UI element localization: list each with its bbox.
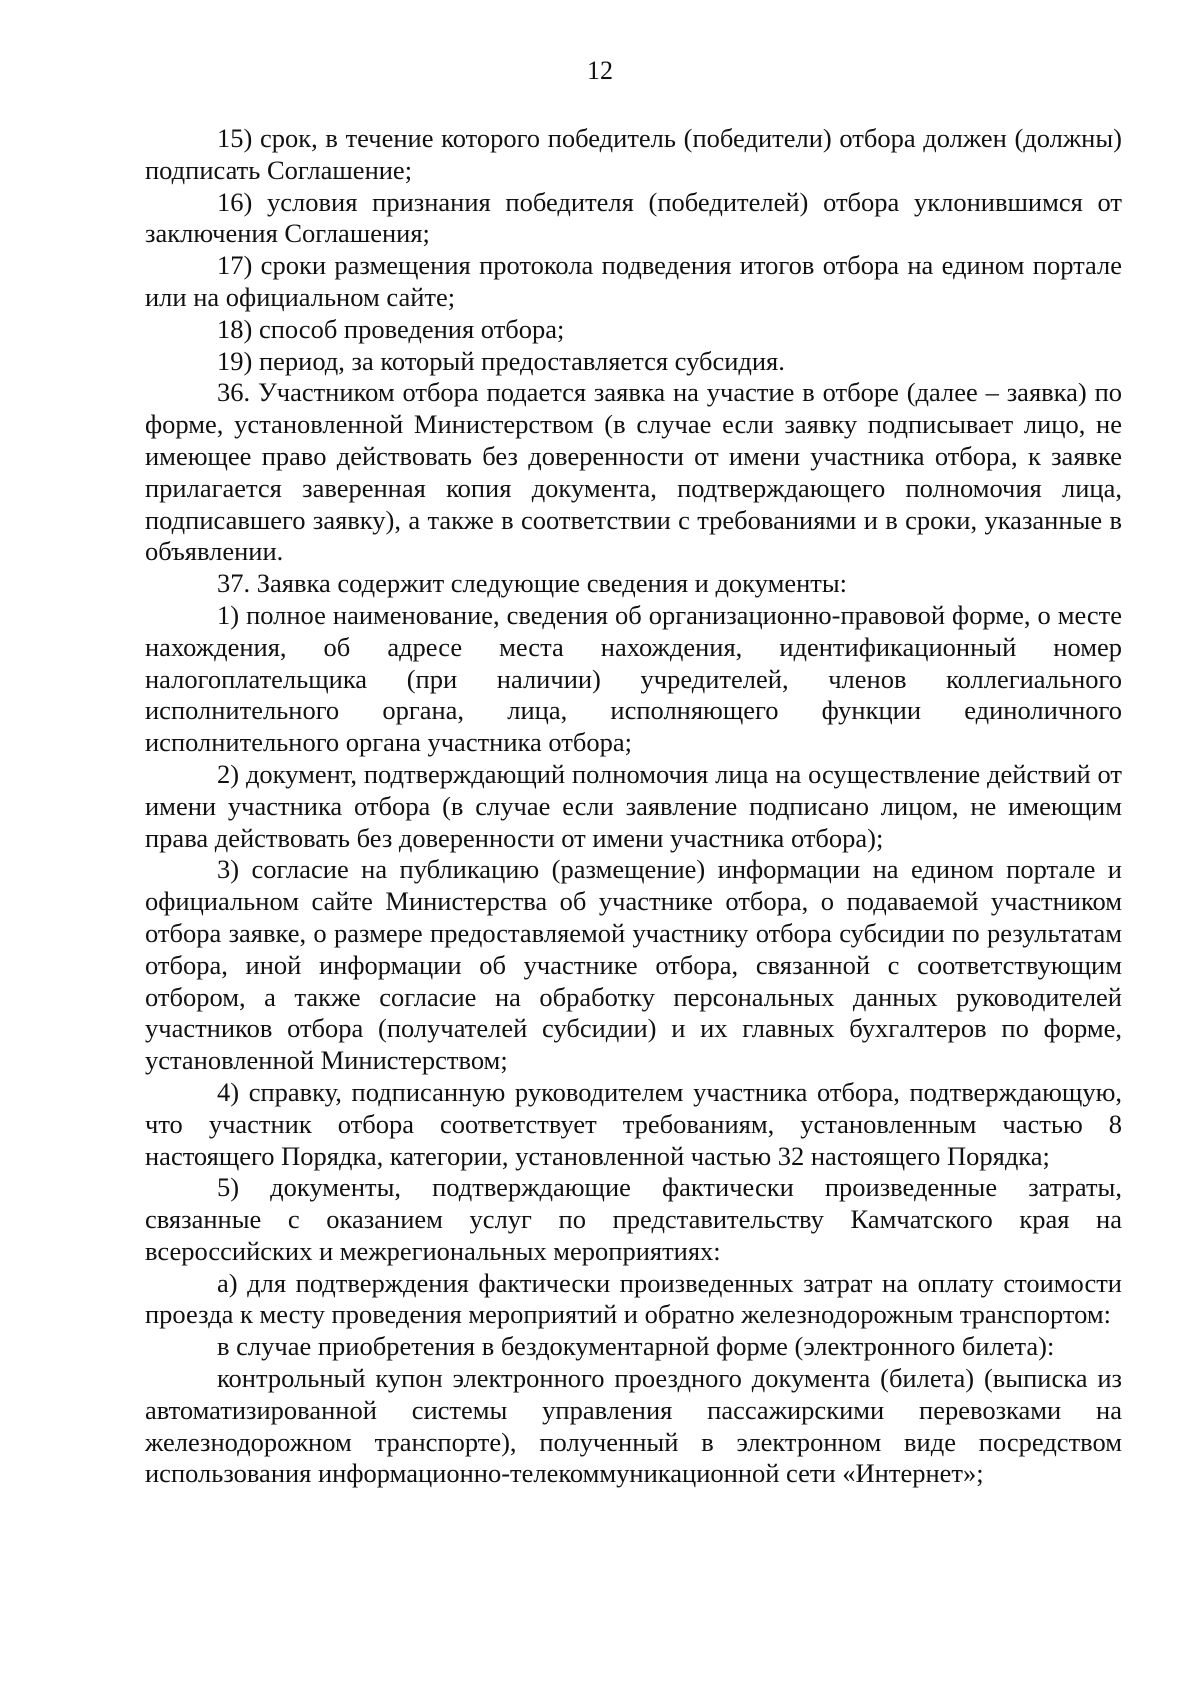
paragraph-item-18: 18) способ проведения отбора; (217, 313, 565, 344)
paragraph-electronic-ticket: в случае приобретения в бездокументарной форме (электронного билета): (217, 1331, 1055, 1362)
paragraph-item-16: 16) условия признания победителя (победителей) отбора уклонившимся от заключения Соглашения; (145, 186, 1122, 249)
paragraph-section-37: 37. Заявка содержит следующие сведения и документы: (217, 568, 848, 599)
paragraph-doc-item-4: 4) справку, подписанную руководителем участника отбора, подтверждающую, что участник отбора соответствует требованиям, установленным частью 8 настоящего Порядка, категории, установленной частью 32 настоящего Порядка; (145, 1076, 1122, 1171)
paragraph-item-15: 15) срок, в течение которого победитель (победители) отбора должен (должны) подписать Соглашение; (145, 123, 1122, 185)
paragraph-doc-item-5: 5) документы, подтверждающие фактически произведенные затраты, связанные с оказанием услуг по представительству Камчатского края на всероссийских и межрегиональных мероприятиях: (145, 1172, 1122, 1266)
document-body (145, 123, 1122, 1490)
paragraph-doc-item-2: 2) документ, подтверждающий полномочия лица на осуществление действий от имени участника отбора (в случае если заявление подписано лицом, не имеющим права действовать без доверенности от имени участника отбора); (145, 758, 1122, 853)
paragraph-control-coupon: контрольный купон электронного проездного документа (билета) (выписка из автоматизированной системы управления пассажирскими перевозками на железнодорожном транспорте), полученный в электронном виде посредством использования информационно-телекоммуникационной сети «Интернет»; (145, 1363, 1122, 1489)
paragraph-subitem-a: а) для подтверждения фактически произведенных затрат на оплату стоимости проезда к месту проведения мероприятий и обратно железнодорожным транспортом: (145, 1267, 1122, 1330)
paragraph-item-19: 19) период, за который предоставляется субсидия. (217, 345, 785, 376)
page-number: 12 (587, 56, 613, 85)
paragraph-doc-item-3: 3) согласие на публикацию (размещение) информации на едином портале и официальном сайте Министерства об участнике отбора, о подаваемой участником отбора заявке, о размере предоставляемой участнику отбора субсидии по результатам отбора, иной информации об участнике отбора, связанной с соответствующим отбором, а также согласие на обработку персональных данных руководителей участников отбора (получателей субсидии) и их главных бухгалтеров по форме, установленной Министерством; (145, 854, 1122, 1076)
paragraph-item-17: 17) сроки размещения протокола подведения итогов отбора на едином портале или на официальном сайте; (145, 250, 1122, 312)
paragraph-section-36: 36. Участником отбора подается заявка на участие в отборе (далее – заявка) по форме, установленной Министерством (в случае если заявку подписывает лицо, не имеющее право действовать без доверенности от имени участника отбора, к заявке прилагается заверенная копия документа, подтверждающего полномочия лица, подписавшего заявку), а также в соответствии с требованиями и в сроки, указанные в объявлении. (145, 377, 1122, 567)
paragraph-doc-item-1: 1) полное наименование, сведения об организационно-правовой форме, о месте нахождения, об адресе места нахождения, идентификационный номер налогоплательщика (при наличии) учредителей, членов коллегиального исполнительного органа, лица, исполняющего функции единоличного исполнительного органа участника отбора; (145, 599, 1122, 758)
